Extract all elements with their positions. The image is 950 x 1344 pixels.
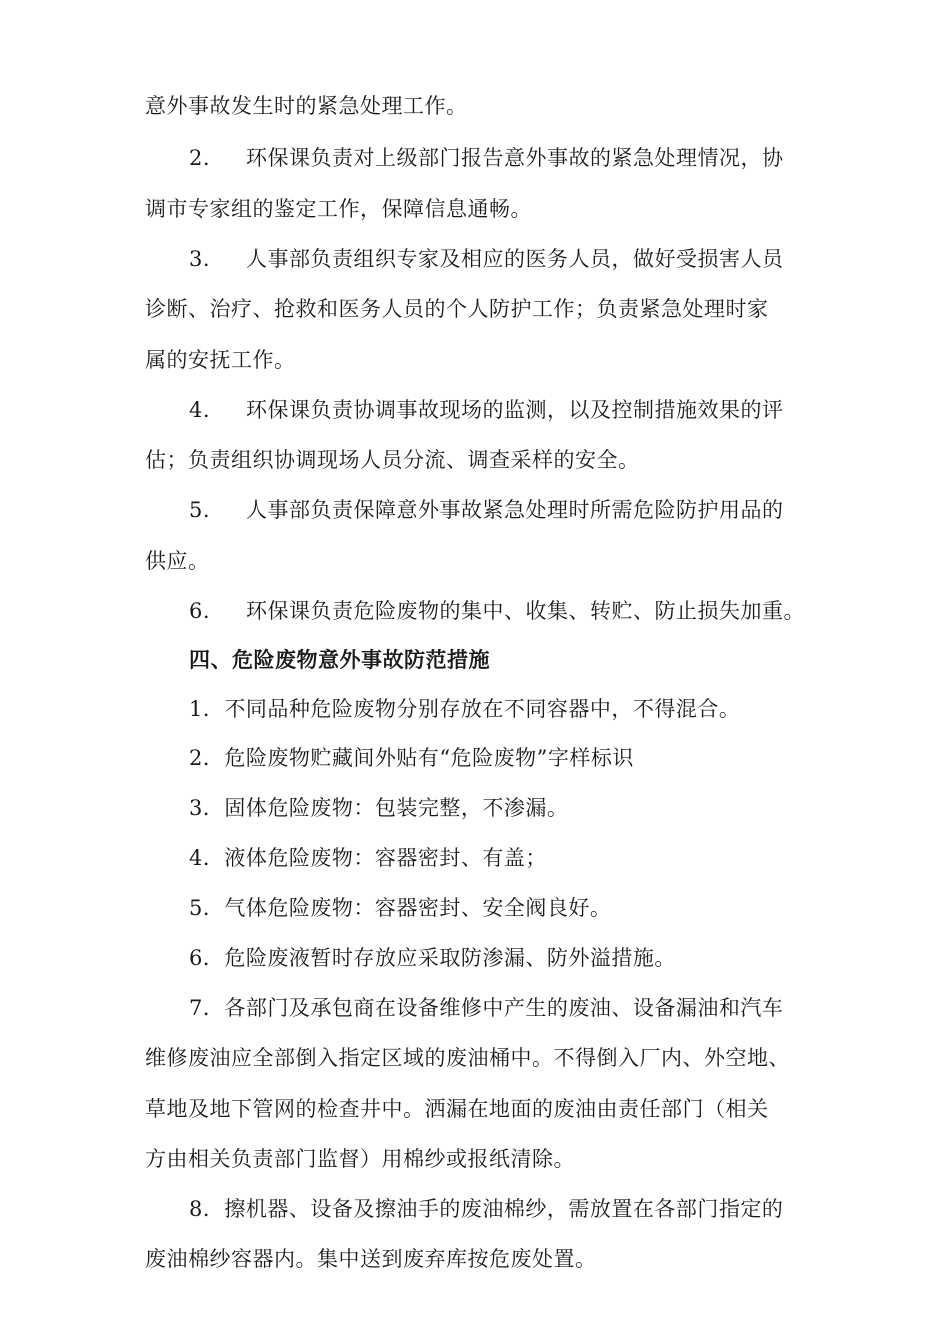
item-text: 环保课负责对上级部门报告意外事故的紧急处理情况，协 xyxy=(246,146,784,170)
measure-item-5: 5．气体危险废物：容器密封、安全阀良好。 xyxy=(189,896,612,920)
item-number: 6. xyxy=(189,599,211,623)
list-item-2 xyxy=(189,143,784,173)
item-text: 环保课负责危险废物的集中、收集、转贮、防止损失加重。 xyxy=(246,599,805,623)
paragraph-line: 废油棉纱容器内。集中送到废弃库按危废处置。 xyxy=(145,1247,597,1271)
item-text: 人事部负责保障意外事故紧急处理时所需危险防护用品的 xyxy=(246,498,784,522)
paragraph-line: 估；负责组织协调现场人员分流、调查采样的安全。 xyxy=(145,448,640,472)
paragraph-line: 属的安抚工作。 xyxy=(145,348,296,372)
list-item-6 xyxy=(189,596,805,626)
paragraph-line: 供应。 xyxy=(145,549,210,573)
measure-item-2: 2．危险废物贮藏间外贴有“危险废物”字样标识 xyxy=(189,746,634,770)
item-text: 人事部负责组织专家及相应的医务人员，做好受损害人员 xyxy=(246,247,784,271)
paragraph-line: 诊断、治疗、抢救和医务人员的个人防护工作；负责紧急处理时家 xyxy=(145,297,769,321)
item-text: 环保课负责协调事故现场的监测，以及控制措施效果的评 xyxy=(246,398,784,422)
item-number: 5. xyxy=(189,498,211,522)
paragraph-line: 调市专家组的鉴定工作，保障信息通畅。 xyxy=(145,197,532,221)
list-item-4 xyxy=(189,395,784,425)
item-number: 3. xyxy=(189,247,211,271)
paragraph-line: 方由相关负责部门监督）用棉纱或报纸清除。 xyxy=(145,1147,575,1171)
list-item-5 xyxy=(189,495,784,525)
paragraph-line: 草地及地下管网的检查井中。洒漏在地面的废油由责任部门（相关 xyxy=(145,1097,769,1121)
measure-item-6: 6．危险废液暂时存放应采取防渗漏、防外溢措施。 xyxy=(189,946,676,970)
paragraph-line: 意外事故发生时的紧急处理工作。 xyxy=(145,94,468,118)
item-number: 4. xyxy=(189,398,211,422)
section-heading: 四、危险废物意外事故防范措施 xyxy=(189,647,490,672)
measure-item-8: 8．擦机器、设备及擦油手的废油棉纱，需放置在各部门指定的 xyxy=(189,1197,784,1221)
item-number: 2. xyxy=(189,146,211,170)
measure-item-3: 3．固体危险废物：包装完整，不渗漏。 xyxy=(189,796,569,820)
measure-item-7: 7．各部门及承包商在设备维修中产生的废油、设备漏油和汽车 xyxy=(189,996,784,1020)
measure-item-1: 1．不同品种危险废物分别存放在不同容器中，不得混合。 xyxy=(189,697,741,721)
list-item-3 xyxy=(189,244,784,274)
paragraph-line: 维修废油应全部倒入指定区域的废油桶中。不得倒入厂内、外空地、 xyxy=(145,1046,790,1070)
measure-item-4: 4．液体危险废物：容器密封、有盖； xyxy=(189,846,547,870)
